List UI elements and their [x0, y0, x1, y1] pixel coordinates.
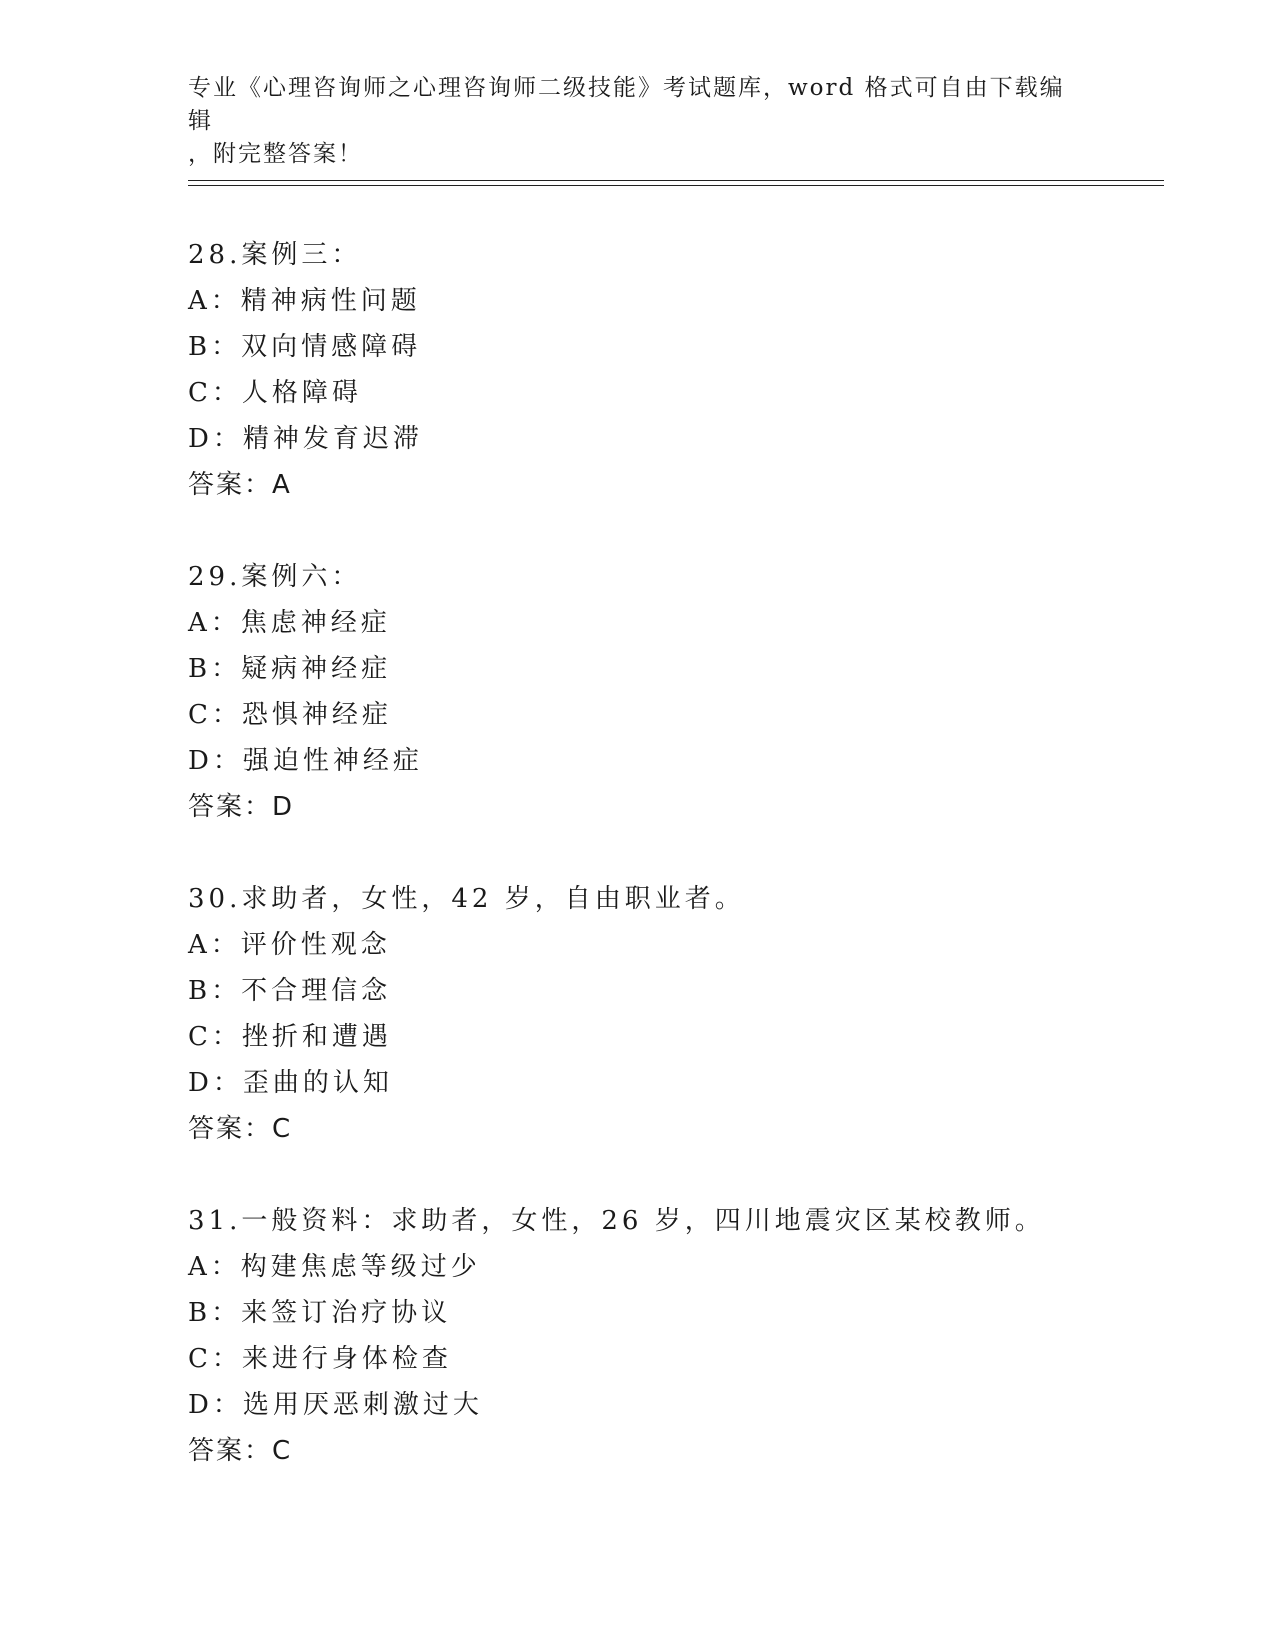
question-stem: 28.案例三： — [188, 240, 362, 270]
option-c: C：恐惧神经症 — [188, 700, 392, 730]
header-line-1: 专业《心理咨询师之心理咨询师二级技能》考试题库，word 格式可自由下载编辑 — [188, 75, 1065, 134]
question-stem: 29.案例六： — [188, 562, 362, 592]
option-d: D：选用厌恶刺激过大 — [188, 1390, 483, 1420]
option-d: D：强迫性神经症 — [188, 746, 423, 776]
option-d: D：精神发育迟滞 — [188, 424, 423, 454]
option-b: B：不合理信念 — [188, 976, 392, 1006]
option-b: B：来签订治疗协议 — [188, 1298, 452, 1328]
option-b: B：疑病神经症 — [188, 654, 392, 684]
option-c: C：人格障碍 — [188, 378, 362, 408]
question-stem: 31.一般资料：求助者，女性，26 岁，四川地震灾区某校教师。 — [188, 1206, 1045, 1236]
option-a: A：焦虑神经症 — [188, 608, 391, 638]
header-rule-top — [188, 180, 1164, 181]
option-b: B：双向情感障碍 — [188, 332, 422, 362]
question-30 — [188, 876, 1188, 1152]
option-d: D：歪曲的认知 — [188, 1068, 393, 1098]
answer: 答案：C — [188, 1436, 293, 1466]
question-31 — [188, 1198, 1188, 1474]
question-29 — [188, 554, 1188, 830]
question-28 — [188, 232, 1188, 508]
question-stem: 30.求助者，女性，42 岁，自由职业者。 — [188, 884, 745, 914]
answer: 答案：C — [188, 1114, 293, 1144]
answer: 答案：D — [188, 792, 295, 822]
option-a: A：构建焦虑等级过少 — [188, 1252, 481, 1282]
header-line-2: ，附完整答案！ — [188, 141, 363, 167]
option-c: C：挫折和遭遇 — [188, 1022, 392, 1052]
document-header — [188, 72, 1088, 171]
option-c: C：来进行身体检查 — [188, 1344, 452, 1374]
header-rule-bottom — [188, 185, 1164, 186]
option-a: A：精神病性问题 — [188, 286, 421, 316]
answer: 答案：A — [188, 470, 292, 500]
option-a: A：评价性观念 — [188, 930, 391, 960]
